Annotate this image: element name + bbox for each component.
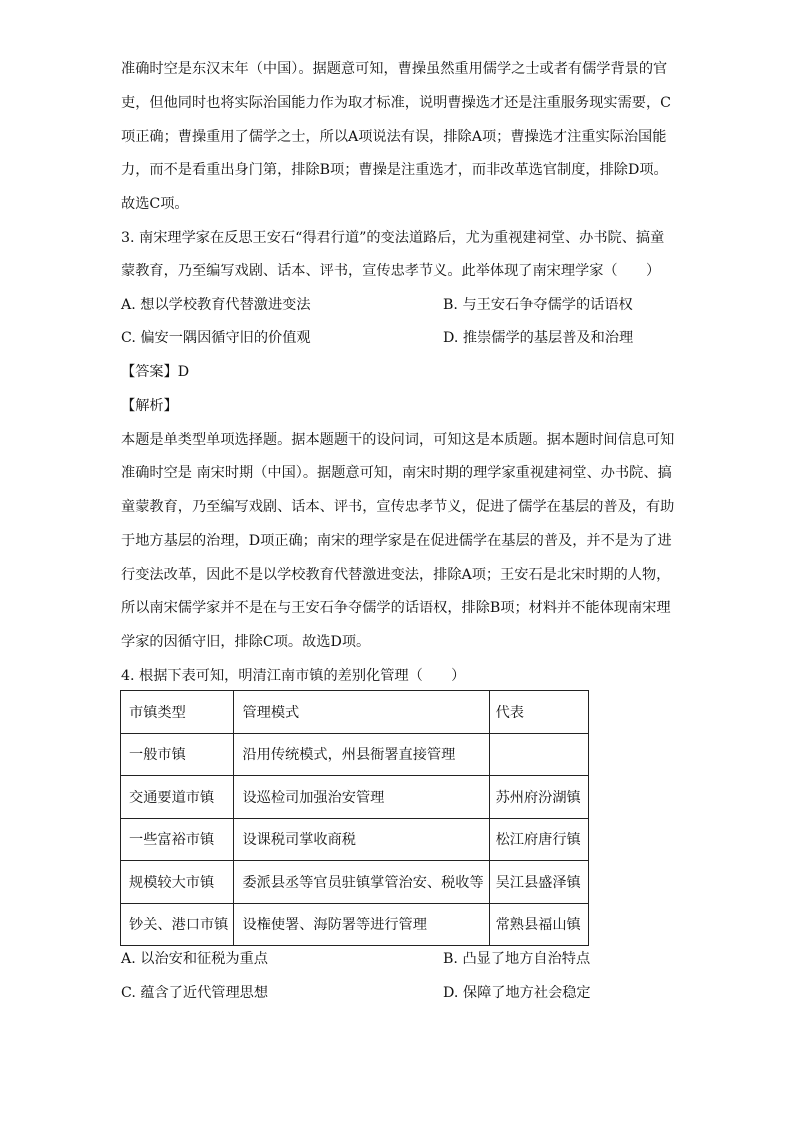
table-cell: 沿用传统模式，州县衙署直接管理 (234, 733, 489, 776)
table-cell: 吴江县盛泽镇 (489, 861, 588, 904)
table-header-cell: 管理模式 (234, 691, 489, 734)
analysis-line: 准确时空是东汉末年（中国）。据题意可知，曹操虽然重用儒学之士或者有儒学背景的官 (121, 61, 668, 77)
q4-option-d: D. 保障了地方社会稳定 (443, 985, 591, 1001)
market-town-table (120, 690, 589, 946)
q3-analysis-line: 童蒙教育，乃至编写戏剧、话本、评书，宣传忠孝节义，促进了儒学在基层的普及，有助 (121, 499, 675, 515)
table-cell: 一般市镇 (121, 733, 234, 776)
table-cell: 钞关、港口市镇 (121, 903, 234, 946)
q4-option-b: B. 凸显了地方自治特点 (443, 951, 591, 967)
question-3-stem: 3. 南宋理学家在反思王安石“得君行道”的变法道路后，尤为重视建祠堂、办书院、搞童 (121, 230, 665, 246)
q3-option-b: B. 与王安石争夺儒学的话语权 (443, 297, 633, 313)
table-cell (489, 733, 588, 776)
q3-option-a: A. 想以学校教育代替激进变法 (121, 297, 311, 313)
question-4-stem: 4. 根据下表可知，明清江南市镇的差别化管理（ ） (121, 668, 466, 684)
q3-analysis-line: 于地方基层的治理，D项正确；南宋的理学家是在促进儒学在基层的普及，并不是为了进 (121, 533, 672, 549)
table-cell: 苏州府汾湖镇 (489, 776, 588, 819)
q3-analysis-header: 【解析】 (121, 398, 178, 414)
table-cell: 委派县丞等官员驻镇掌管治安、税收等 (234, 861, 489, 904)
analysis-line: 项正确；曹操重用了儒学之士，所以A项说法有误，排除A项；曹操选才注重实际治国能 (121, 129, 667, 145)
q3-analysis-line: 本题是单类型单项选择题。据本题题干的设问词，可知这是本质题。据本题时间信息可知 (121, 432, 675, 448)
analysis-line: 吏，但他同时也将实际治国能力作为取才标准，说明曹操选才还是注重服务现实需要，C (121, 95, 671, 111)
table-header-cell: 市镇类型 (121, 691, 234, 734)
table-row (121, 733, 589, 776)
table-row (121, 776, 589, 819)
q3-answer: 【答案】D (121, 364, 190, 380)
table-cell: 设课税司掌收商税 (234, 818, 489, 861)
table-cell: 常熟县福山镇 (489, 903, 588, 946)
q3-analysis-line: 准确时空是 南宋时期（中国）。据题意可知，南宋时期的理学家重视建祠堂、办书院、搞 (121, 465, 672, 481)
table-cell: 规模较大市镇 (121, 861, 234, 904)
analysis-line: 力，而不是看重出身门第，排除B项；曹操是注重选才，而非改革选官制度，排除D项。 (121, 162, 668, 178)
table-header-cell: 代表 (489, 691, 588, 734)
table-header-row (121, 691, 589, 734)
table-cell: 交通要道市镇 (121, 776, 234, 819)
table-cell: 设巡检司加强治安管理 (234, 776, 489, 819)
q3-analysis-line: 学家的因循守旧，排除C项。故选D项。 (121, 634, 371, 650)
question-3-stem: 蒙教育，乃至编写戏剧、话本、评书，宣传忠孝节义。此举体现了南宋理学家（ ） (121, 263, 661, 279)
q4-option-a: A. 以治安和征税为重点 (121, 951, 268, 967)
q3-option-d: D. 推崇儒学的基层普及和治理 (443, 330, 634, 346)
q3-analysis-line: 行变法改革，因此不是以学校教育代替激进变法，排除A项；王安石是北宋时期的人物， (121, 567, 671, 583)
analysis-line: 故选C项。 (121, 196, 189, 212)
table-cell: 一些富裕市镇 (121, 818, 234, 861)
q3-analysis-line: 所以南宋儒学家并不是在与王安石争夺儒学的话语权，排除B项；材料并不能体现南宋理 (121, 600, 671, 616)
table-row (121, 818, 589, 861)
q3-option-c: C. 偏安一隅因循守旧的价值观 (121, 330, 311, 346)
q4-option-c: C. 蕴含了近代管理思想 (121, 985, 269, 1001)
table-cell: 设権使署、海防署等进行管理 (234, 903, 489, 946)
table-row (121, 903, 589, 946)
table-cell: 松江府唐行镇 (489, 818, 588, 861)
table-row (121, 861, 589, 904)
